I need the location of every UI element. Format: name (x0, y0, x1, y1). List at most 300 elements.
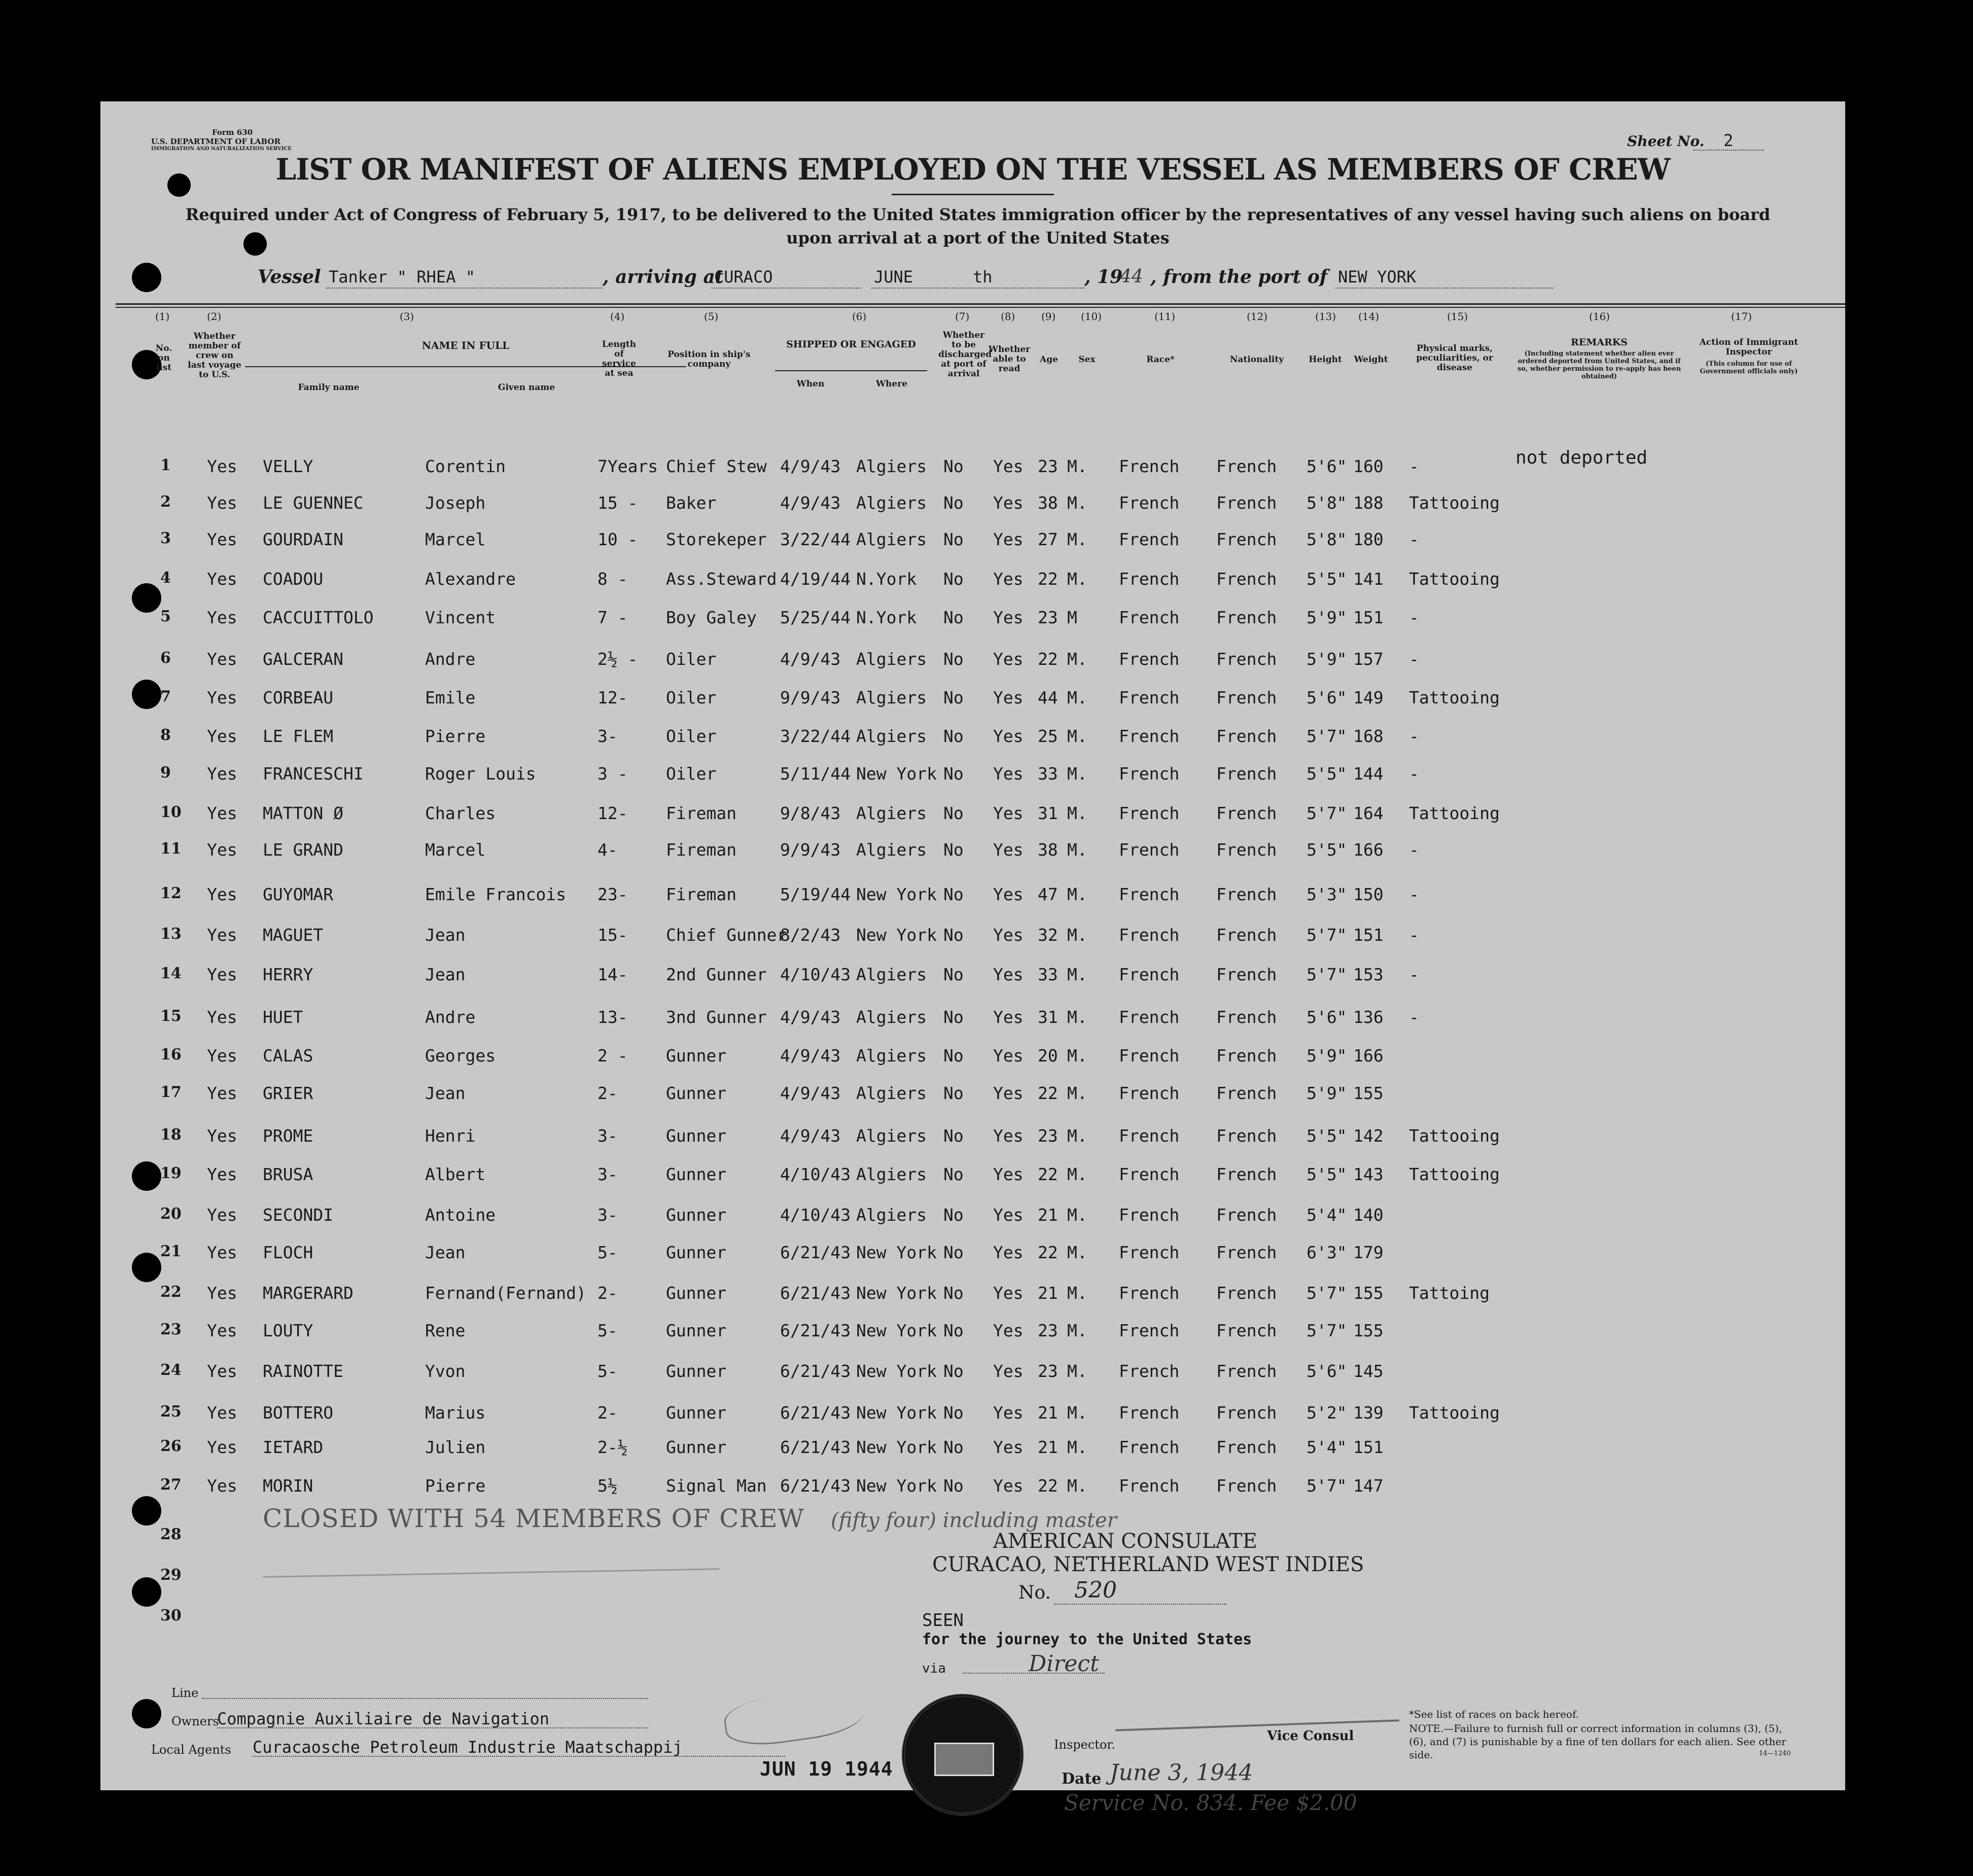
consul-signature (1114, 1689, 1399, 1731)
row-number: 24 (160, 1361, 182, 1379)
row-able-read: Yes (993, 925, 1024, 945)
row-physical: - (1409, 608, 1419, 627)
row-position: Gunner (666, 1361, 727, 1381)
row-weight: 155 (1353, 1083, 1384, 1103)
table-row (100, 1321, 1845, 1360)
row-when: 4/9/43 (780, 1083, 841, 1103)
row-position: Fireman (666, 840, 737, 860)
row-race: French (1119, 1126, 1180, 1146)
col-num-3: (3) (400, 310, 414, 323)
row-race: French (1119, 840, 1180, 860)
row-race: French (1119, 884, 1180, 904)
row-given-name: Jean (425, 965, 466, 984)
row-service: 2- (597, 1283, 618, 1303)
row-able-read: Yes (993, 1437, 1024, 1457)
row-age: 32 (1038, 925, 1058, 945)
arriving-port: CURACO (714, 267, 773, 287)
row-position: Gunner (666, 1283, 727, 1303)
row-when: 4/9/43 (780, 649, 841, 669)
table-row (100, 840, 1845, 879)
row-family-name: LOUTY (263, 1321, 313, 1340)
row-service: 7 - (597, 608, 628, 627)
col-num-5: (5) (704, 310, 719, 323)
row-service: 4- (597, 840, 618, 860)
row-sex: M. (1067, 726, 1087, 746)
row-height: 5'2" (1307, 1403, 1347, 1423)
row-given-name: Georges (425, 1046, 496, 1066)
row-position: Oiler (666, 764, 717, 784)
row-when: 6/21/43 (780, 1243, 851, 1262)
col-height: Height (1309, 355, 1342, 365)
row-nationality: French (1216, 884, 1277, 904)
row-age: 33 (1038, 965, 1058, 984)
row-number: 4 (160, 569, 171, 587)
col-num-11: (11) (1154, 310, 1176, 323)
row-height: 5'4" (1307, 1205, 1347, 1225)
row-member: Yes (207, 493, 237, 513)
row-number: 13 (160, 925, 182, 943)
row-nationality: French (1216, 1361, 1277, 1381)
row-family-name: MATTON Ø (263, 803, 343, 823)
row-family-name: HERRY (263, 965, 313, 984)
row-sex: M. (1067, 649, 1087, 669)
title-rule (892, 194, 1054, 195)
row-position: Gunner (666, 1083, 727, 1103)
row-sex: M. (1067, 1243, 1087, 1262)
row-weight: 157 (1353, 649, 1384, 669)
col-given-name: Given name (498, 382, 555, 393)
owners-label: Owners (171, 1714, 219, 1728)
row-race: French (1119, 649, 1180, 669)
service-label: IMMIGRATION AND NATURALIZATION SERVICE (151, 146, 292, 152)
row-able-read: Yes (993, 1046, 1024, 1066)
date-value: June 3, 1944 (1110, 1760, 1253, 1786)
row-age: 23 (1038, 1361, 1058, 1381)
row-nationality: French (1216, 1046, 1277, 1066)
consulate-no-line (1054, 1604, 1226, 1605)
row-sex: M. (1067, 1403, 1087, 1423)
row-number: 5 (160, 608, 171, 625)
row-weight: 168 (1353, 726, 1384, 746)
col-family-name: Family name (298, 382, 360, 393)
row-height: 5'7" (1307, 1283, 1347, 1303)
row-where: Algiers (856, 688, 927, 707)
row-discharged: No (943, 1126, 964, 1146)
row-family-name: COADOU (263, 569, 324, 589)
row-race: French (1119, 965, 1180, 984)
row-able-read: Yes (993, 1476, 1024, 1496)
row-age: 47 (1038, 884, 1058, 904)
col-sex: Sex (1078, 355, 1096, 365)
row-weight: 151 (1353, 1437, 1384, 1457)
row-where: Algiers (856, 1007, 927, 1027)
row-service: 5½ (597, 1476, 618, 1496)
row-given-name: Alexandre (425, 569, 516, 589)
fee-stamp-inner (934, 1743, 994, 1776)
row-family-name: LE GUENNEC (263, 493, 364, 513)
row-discharged: No (943, 1437, 964, 1457)
row-height: 5'5" (1307, 1126, 1347, 1146)
row-discharged: No (943, 1361, 964, 1381)
row-position: Fireman (666, 803, 737, 823)
row-able-read: Yes (993, 569, 1024, 589)
row-able-read: Yes (993, 688, 1024, 707)
row-when: 4/10/43 (780, 965, 851, 984)
row-sex: M. (1067, 1007, 1087, 1027)
row-age: 23 (1038, 1321, 1058, 1340)
row-physical: - (1409, 884, 1419, 904)
row-sex: M. (1067, 1126, 1087, 1146)
row-physical: - (1409, 925, 1419, 945)
handwritten-note (263, 1543, 720, 1578)
row-where: Algiers (856, 1164, 927, 1184)
row-height: 5'6" (1307, 688, 1347, 707)
row-age: 44 (1038, 688, 1058, 707)
col-whether-member: Whether member of crew on last voyage to U.S. (188, 331, 241, 380)
row-height: 5'7" (1307, 925, 1347, 945)
year-suffix: 44 (1120, 266, 1143, 287)
owners-underline (217, 1727, 648, 1728)
row-number: 2 (160, 493, 171, 511)
table-row (100, 1403, 1845, 1442)
row-when: 5/11/44 (780, 764, 851, 784)
row-nationality: French (1216, 965, 1277, 984)
row-age: 21 (1038, 1283, 1058, 1303)
row-family-name: GUYOMAR (263, 884, 334, 904)
signature-scribble (722, 1684, 865, 1750)
row-physical: - (1409, 965, 1419, 984)
row-member: Yes (207, 1083, 237, 1103)
row-race: French (1119, 688, 1180, 707)
row-weight: 141 (1353, 569, 1384, 589)
row-physical: - (1409, 456, 1419, 476)
row-member: Yes (207, 884, 237, 904)
row-sex: M. (1067, 764, 1087, 784)
row-weight: 139 (1353, 1403, 1384, 1423)
row-sex: M. (1067, 1283, 1087, 1303)
row-number: 12 (160, 884, 182, 902)
row-able-read: Yes (993, 1205, 1024, 1225)
table-row (100, 1243, 1845, 1282)
row-number: 20 (160, 1205, 182, 1223)
row-sex: M. (1067, 1437, 1087, 1457)
row-number: 19 (160, 1164, 182, 1182)
row-race: French (1119, 1476, 1180, 1496)
table-row (100, 764, 1845, 803)
row-age: 33 (1038, 764, 1058, 784)
row-position: Oiler (666, 688, 717, 707)
row-when: 4/10/43 (780, 1205, 851, 1225)
row-family-name: BRUSA (263, 1164, 313, 1184)
row-where: New York (856, 1243, 937, 1262)
row-able-read: Yes (993, 764, 1024, 784)
row-when: 3/22/44 (780, 726, 851, 746)
arrival-month: JUNE (874, 267, 913, 287)
row-nationality: French (1216, 1164, 1277, 1184)
row-discharged: No (943, 1046, 964, 1066)
row-discharged: No (943, 569, 964, 589)
form-number: Form 630 (212, 128, 253, 137)
row-able-read: Yes (993, 1083, 1024, 1103)
row-service: 2-½ (597, 1437, 628, 1457)
col-age: Age (1040, 355, 1058, 365)
row-when: 9/8/43 (780, 803, 841, 823)
col-num-8: (8) (1001, 310, 1015, 323)
row-able-read: Yes (993, 840, 1024, 860)
row-given-name: Marcel (425, 840, 486, 860)
row-family-name: GRIER (263, 1083, 313, 1103)
col-num-2: (2) (207, 310, 222, 323)
row-race: French (1119, 1361, 1180, 1381)
col-name-in-full: NAME IN FULL (421, 339, 510, 351)
department-label: U.S. DEPARTMENT OF LABOR (151, 137, 281, 146)
row-family-name: FRANCESCHI (263, 764, 364, 784)
row-physical: Tattoing (1409, 1283, 1490, 1303)
row-when: 6/21/43 (780, 1403, 851, 1423)
row-able-read: Yes (993, 884, 1024, 904)
row-position: Storekeper (666, 529, 767, 549)
row-discharged: No (943, 529, 964, 549)
col-num-17: (17) (1731, 310, 1752, 323)
row-sex: M. (1067, 1205, 1087, 1225)
row-position: Ass.Steward (666, 569, 777, 589)
closed-stamp: CLOSED WITH 54 MEMBERS OF CREW (263, 1504, 804, 1533)
row-race: French (1119, 764, 1180, 784)
row-able-read: Yes (993, 493, 1024, 513)
row-race: French (1119, 726, 1180, 746)
row-sex: M. (1067, 1083, 1087, 1103)
row-weight: 166 (1353, 840, 1384, 860)
row-when: 6/21/43 (780, 1283, 851, 1303)
row-number: 17 (160, 1083, 182, 1101)
row-sex: M. (1067, 965, 1087, 984)
row-nationality: French (1216, 1205, 1277, 1225)
row-where: New York (856, 1361, 937, 1381)
col-discharged: Whether to be discharged at port of arrival (938, 330, 992, 379)
row-position: 3nd Gunner (666, 1007, 767, 1027)
vice-consul-label: Vice Consul (1267, 1728, 1354, 1744)
row-where: Algiers (856, 456, 927, 476)
row-height: 5'9" (1307, 1083, 1347, 1103)
from-underline (1335, 288, 1554, 289)
row-race: French (1119, 925, 1180, 945)
row-given-name: Pierre (425, 1476, 486, 1496)
row-nationality: French (1216, 1007, 1277, 1027)
shipped-rule (775, 370, 927, 371)
row-family-name: VELLY (263, 456, 313, 476)
row-number: 10 (160, 803, 182, 821)
col-num-9: (9) (1041, 310, 1056, 323)
row-sex: M. (1067, 803, 1087, 823)
row-member: Yes (207, 1437, 237, 1457)
row-nationality: French (1216, 1243, 1277, 1262)
row-where: New York (856, 884, 937, 904)
row-position: Gunner (666, 1126, 727, 1146)
penalty-note: NOTE.—Failure to furnish full or correct information in columns (3), (5), (6), and (7) is punishable by a fine of ten dollars for each alien. See other side. (1409, 1722, 1786, 1761)
col-where: Where (875, 379, 908, 389)
row-service: 5- (597, 1321, 618, 1340)
row-race: French (1119, 1321, 1180, 1340)
row-member: Yes (207, 1321, 237, 1340)
from-port: NEW YORK (1338, 267, 1417, 287)
table-row (100, 1361, 1845, 1401)
row-position: Gunner (666, 1321, 727, 1340)
row-discharged: No (943, 1476, 964, 1496)
row-service: 13- (597, 1007, 628, 1027)
table-row (100, 1083, 1845, 1123)
row-number: 14 (160, 965, 182, 982)
row-nationality: French (1216, 764, 1277, 784)
row-physical: Tattooing (1409, 1126, 1500, 1146)
inspector-label: Inspector. (1054, 1738, 1115, 1752)
row-weight: 140 (1353, 1205, 1384, 1225)
row-remarks: not deported (1516, 447, 1648, 468)
row-service: 15- (597, 925, 628, 945)
row-service: 15 - (597, 493, 638, 513)
row-member: Yes (207, 1403, 237, 1423)
row-race: French (1119, 1437, 1180, 1457)
row-sex: M. (1067, 493, 1087, 513)
row-able-read: Yes (993, 1243, 1024, 1262)
row-height: 5'7" (1307, 726, 1347, 746)
col-remarks: REMARKS (1570, 337, 1628, 348)
row-when: 4/9/43 (780, 1046, 841, 1066)
vessel-label: Vessel (258, 266, 321, 288)
table-row (100, 608, 1845, 647)
table-row (100, 1007, 1845, 1047)
row-member: Yes (207, 688, 237, 707)
row-race: French (1119, 456, 1180, 476)
row-family-name: BOTTERO (263, 1403, 334, 1423)
row-family-name: CORBEAU (263, 688, 334, 707)
row-weight: 151 (1353, 608, 1384, 627)
row-nationality: French (1216, 608, 1277, 627)
row-sex: M. (1067, 569, 1087, 589)
row-service: 2½ - (597, 649, 638, 669)
row-race: French (1119, 493, 1180, 513)
row-given-name: Emile (425, 688, 476, 707)
row-service: 5- (597, 1361, 618, 1381)
row-race: French (1119, 1243, 1180, 1262)
row-when: 9/9/43 (780, 840, 841, 860)
table-row (100, 493, 1845, 533)
date-label: Date (1062, 1770, 1102, 1788)
row-height: 5'5" (1307, 1164, 1347, 1184)
manifest-sheet (100, 101, 1845, 1815)
row-given-name: Rene (425, 1321, 466, 1340)
row-physical: - (1409, 840, 1419, 860)
row-physical: - (1409, 1007, 1419, 1027)
row-number: 27 (160, 1476, 182, 1494)
row-nationality: French (1216, 925, 1277, 945)
agents-value: Curacaosche Petroleum Industrie Maatschappij (253, 1738, 683, 1757)
row-able-read: Yes (993, 1361, 1024, 1381)
row-member: Yes (207, 529, 237, 549)
row-where: Algiers (856, 529, 927, 549)
row-member: Yes (207, 1164, 237, 1184)
row-physical: Tattooing (1409, 1403, 1500, 1423)
row-height: 6'3" (1307, 1243, 1347, 1262)
row-number: 28 (160, 1526, 182, 1543)
col-remarks-note: (Including statement whether alien ever ordered deported from United States, and if so, whether permission to re-apply has been obtained) (1517, 350, 1681, 380)
row-age: 21 (1038, 1437, 1058, 1457)
row-sex: M. (1067, 456, 1087, 476)
row-when: 6/21/43 (780, 1321, 851, 1340)
consulate-no-value: 520 (1074, 1577, 1117, 1603)
row-when: 4/9/43 (780, 1126, 841, 1146)
row-physical: - (1409, 764, 1419, 784)
row-height: 5'8" (1307, 529, 1347, 549)
row-nationality: French (1216, 1403, 1277, 1423)
row-service: 3- (597, 1126, 618, 1146)
row-family-name: IETARD (263, 1437, 324, 1457)
row-weight: 188 (1353, 493, 1384, 513)
row-where: Algiers (856, 840, 927, 860)
row-age: 21 (1038, 1205, 1058, 1225)
row-weight: 145 (1353, 1361, 1384, 1381)
row-able-read: Yes (993, 965, 1024, 984)
row-position: Chief Stew (666, 456, 767, 476)
row-given-name: Marius (425, 1403, 486, 1423)
row-when: 5/19/44 (780, 884, 851, 904)
row-family-name: GOURDAIN (263, 529, 343, 549)
agents-underline (253, 1756, 785, 1757)
row-sex: M. (1067, 840, 1087, 860)
row-where: New York (856, 1321, 937, 1340)
row-position: Gunner (666, 1243, 727, 1262)
row-given-name: Roger Louis (425, 764, 536, 784)
row-age: 23 (1038, 456, 1058, 476)
row-family-name: FLOCH (263, 1243, 313, 1262)
row-physical: Tattooing (1409, 1164, 1500, 1184)
row-height: 5'9" (1307, 649, 1347, 669)
row-where: Algiers (856, 649, 927, 669)
row-discharged: No (943, 925, 964, 945)
line-label: Line (171, 1686, 199, 1700)
agents-label: Local Agents (151, 1743, 231, 1757)
row-nationality: French (1216, 1083, 1277, 1103)
form-code: 14—1240 (1759, 1750, 1791, 1757)
row-member: Yes (207, 803, 237, 823)
row-family-name: LE GRAND (263, 840, 343, 860)
row-where: Algiers (856, 726, 927, 746)
row-position: Gunner (666, 1403, 727, 1423)
row-number: 22 (160, 1283, 182, 1301)
consulate-name: AMERICAN CONSULATE (993, 1530, 1257, 1553)
row-where: Algiers (856, 1205, 927, 1225)
row-age: 22 (1038, 1243, 1058, 1262)
row-when: 8/2/43 (780, 925, 841, 945)
row-family-name: MAGUET (263, 925, 324, 945)
row-height: 5'9" (1307, 608, 1347, 627)
row-where: Algiers (856, 1126, 927, 1146)
from-label: , from the port of (1150, 266, 1328, 288)
row-race: French (1119, 1083, 1180, 1103)
row-discharged: No (943, 1283, 964, 1303)
table-row (100, 649, 1845, 689)
row-given-name: Henri (425, 1126, 476, 1146)
row-height: 5'7" (1307, 803, 1347, 823)
row-race: French (1119, 803, 1180, 823)
row-discharged: No (943, 965, 964, 984)
row-able-read: Yes (993, 1126, 1024, 1146)
row-where: Algiers (856, 493, 927, 513)
row-discharged: No (943, 649, 964, 669)
table-row (100, 1046, 1845, 1085)
row-nationality: French (1216, 688, 1277, 707)
row-given-name: Andre (425, 1007, 476, 1027)
col-num-14: (14) (1358, 310, 1380, 323)
